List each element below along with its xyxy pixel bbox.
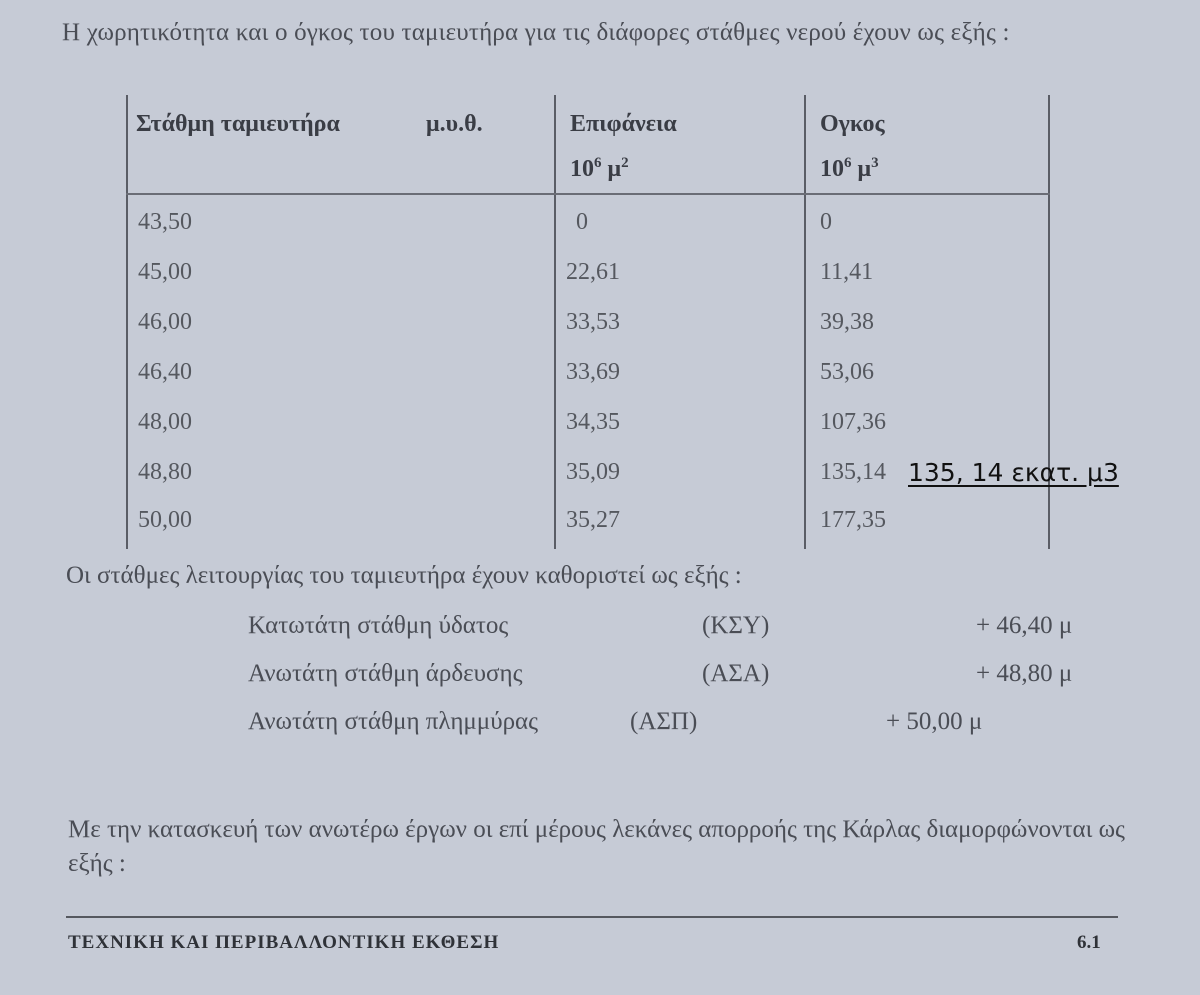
table-border-left [126,95,128,549]
header-level: Στάθμη ταμιευτήρα [136,111,340,137]
intro-paragraph: Η χωρητικότητα και ο όγκος του ταμιευτήρα για τις διάφορες στάθμες νερού έχουν ως εξής : [62,19,1010,46]
cell-volume: 53,06 [820,359,874,385]
level-abbr: (ΑΣΑ) [702,660,770,687]
table-divider-1 [554,95,556,549]
page-number: 6.1 [1077,932,1101,953]
cell-volume: 39,38 [820,309,874,335]
cell-level: 46,00 [138,309,192,335]
cell-level: 48,00 [138,409,192,435]
level-value: + 48,80 μ [976,660,1073,687]
header-level-unit: μ.υ.θ. [426,111,483,137]
header-area-unit: $10^6$ $\mu^2$ [570,155,629,182]
cell-area: 33,53 [566,309,620,335]
header-separator [126,193,1050,195]
cell-level: 50,00 [138,507,192,533]
footer-title: ΤΕΧΝΙΚΗ ΚΑΙ ΠΕΡΙΒΑΛΛΟΝΤΙΚΗ ΕΚΘΕΣΗ [68,932,500,953]
cell-area: 35,09 [566,459,620,485]
outro-paragraph: Με την κατασκευή των ανωτέρω έργων οι επί μέρους λεκάνες απορροής της Κάρλας διαμορφώνονται ως εξής : [68,816,1125,877]
cell-volume: 0 [820,209,832,235]
cell-level: 48,80 [138,459,192,485]
level-value: + 50,00 μ [886,708,983,735]
level-abbr: (ΑΣΠ) [630,708,698,735]
footer-rule [66,916,1118,918]
level-name: Ανωτάτη στάθμη πλημμύρας [248,708,539,735]
levels-intro: Οι στάθμες λειτουργίας του ταμιευτήρα έχουν καθοριστεί ως εξής : [66,562,742,589]
level-name: Ανωτάτη στάθμη άρδευσης [248,660,523,687]
level-value: + 46,40 μ [976,612,1073,639]
header-volume: Ογκος [820,111,885,137]
cell-level: 43,50 [138,209,192,235]
cell-volume: 107,36 [820,409,886,435]
cell-level: 46,40 [138,359,192,385]
header-volume-unit: $10^6$ $\mu^3$ [820,155,879,182]
cell-volume: 135,14 [820,459,886,485]
cell-volume: 177,35 [820,507,886,533]
level-abbr: (ΚΣΥ) [702,612,770,639]
cell-level: 45,00 [138,259,192,285]
cell-area: 0 [576,209,588,235]
cell-area: 33,69 [566,359,620,385]
table-divider-2 [804,95,806,549]
cell-area: 22,61 [566,259,620,285]
cell-area: 34,35 [566,409,620,435]
cell-area: 35,27 [566,507,620,533]
level-name: Κατωτάτη στάθμη ύδατος [248,612,509,639]
cell-volume: 11,41 [820,259,874,285]
header-area: Επιφάνεια [570,111,677,137]
volume-annotation: 135, 14 εκατ. μ3 [908,458,1119,487]
